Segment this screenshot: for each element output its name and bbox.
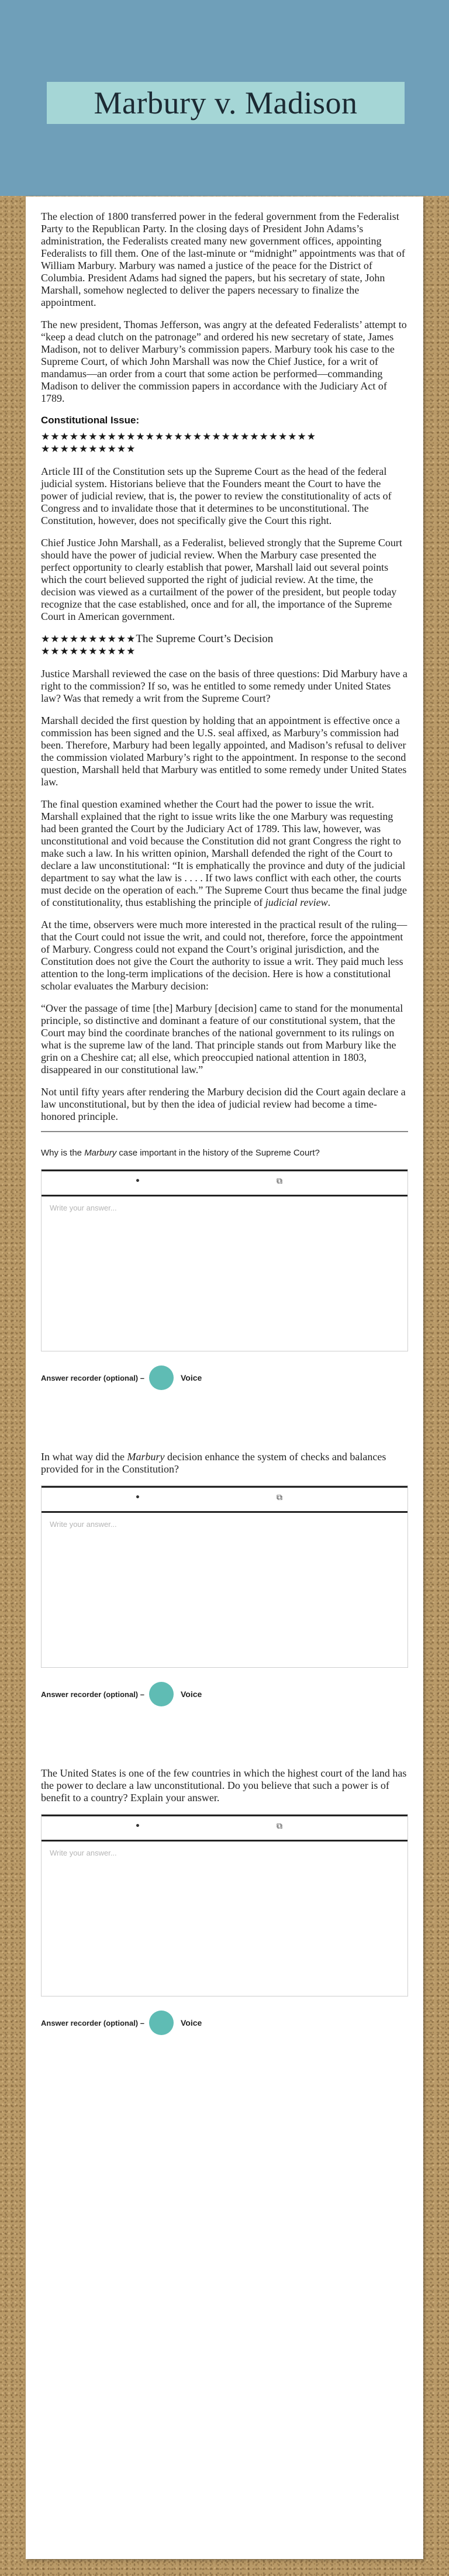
editor-toolbar — [42, 1486, 407, 1513]
answer-recorder — [41, 1365, 408, 1390]
page-title: Marbury v. Madison — [94, 85, 358, 120]
copy-icon[interactable]: ⧉ — [277, 1177, 282, 1186]
decision-paragraph: Justice Marshall reviewed the case on the basis of three questions: Did Marbury have a right to the commission? If so, was he entitled to some remedy under United States law? Was that remedy a writ from the Supreme Court? — [41, 668, 407, 704]
question-block — [41, 1147, 408, 1390]
judicial-review-term: judicial review — [265, 896, 328, 908]
question-prompt — [41, 1147, 408, 1159]
intro-paragraph: The new president, Thomas Jefferson, was angry at the defeated Federalists’ attempt to “keep a dead clutch on the patronage” and ordered his new secretary of state, James Madison, not to deliver Marbury’s commission papers. Marbury took his case to the Supreme Court, of which John Marshall was now the Chief Justice, for a writ of mandamus—an order from a court that some action be performed—commanding Madison to deliver the commission papers in accordance with the Judiciary Act of 1789. — [41, 319, 407, 404]
question-block — [41, 1767, 408, 2035]
copy-icon[interactable]: ⧉ — [277, 1493, 282, 1502]
answer-recorder — [41, 2011, 408, 2035]
question-case-name: Marbury — [84, 1148, 117, 1158]
answer-input[interactable]: Write your answer... — [50, 1520, 117, 1529]
star-divider: ★★★★★★★★★★ — [41, 646, 136, 657]
question-text: decision enhance the system of checks and balances provided for in the Constitution? — [41, 1451, 386, 1475]
recorder-label: Answer recorder (optional) – — [41, 2018, 144, 2027]
question-prompt — [41, 1451, 408, 1475]
answer-input[interactable]: Write your answer... — [50, 1849, 117, 1857]
editor-toolbar — [42, 1815, 407, 1842]
voice-record-button[interactable] — [149, 2011, 174, 2035]
scholar-quote: “Over the passage of time [the] Marbury [decision] came to stand for the monumental principle, so distinctive and dominant a feature of our constitutional system, that the Court may bind the coordinate branches of the national government to its rulings on what is the supreme law of the land. That principle stands out from Marbury like the grin on a Cheshire cat; all else, which preoccupied national attention in 1803, disappeared in our constitutional law.” — [41, 1002, 403, 1075]
worksheet-content — [26, 196, 423, 2035]
answer-editor — [41, 1169, 408, 1351]
issue-paragraph: Chief Justice John Marshall, as a Federalist, believed strongly that the Supreme Court should have the power of judicial review. When the Marbury case presented the perfect opportunity to clearly establish that power, Marshall laid out several points which the court believed supported the right of judicial review. At the time, the decision was viewed as a curtailment of the power of the president, but people today recognize that the case established, once and for all, the importance of the Supreme Court in American government. — [41, 537, 402, 622]
section-divider — [41, 1131, 408, 1132]
intro-paragraph: The election of 1800 transferred power in the federal government from the Federalist Party to the Republican Party. In the closing days of President John Adams’s administration, the Federalists created many new government offices, appointing Federalists to fill them. One of the last-minute or “midnight” appointments was that of William Marbury. Marbury was named a justice of the peace for the District of Columbia. President Adams had signed the papers, but his secretary of state, John Marshall, somehow neglected to deliver the papers necessary to finalize the appointment. — [41, 211, 405, 308]
recorder-label: Answer recorder (optional) – — [41, 1689, 144, 1699]
worksheet-card — [26, 196, 423, 2559]
answer-editor — [41, 1814, 408, 1996]
voice-label: Voice — [180, 1689, 202, 1699]
star-divider: ★★★★★★★★★★★★★★★★★★★★★★★★★★★★★ — [41, 431, 316, 443]
paragraph-text: The final question examined whether the Court had the power to issue the writ. Marshall explained that the right to issue writs like the one Marbury was requesting had been granted the Court by the Judiciary Act of 1789. This law, however, was unconstitutional and void because the Constitution did not grant Congress the right to make such a law. In his written opinion, Marshall defended the right of the Court to declare a law unconstitutional: “It is emphatically the province and duty of the judicial department to say what the law is . . . . If two laws conflict with each other, the courts must decide on the operation of each.” The Supreme Court thus became the final judge of constitutionality, thus establishing the principle of — [41, 798, 407, 908]
question-block — [41, 1451, 408, 1706]
star-divider: ★★★★★★★★★★ — [41, 633, 136, 645]
bullet-list-icon[interactable]: • — [135, 1177, 140, 1186]
decision-heading-row — [41, 633, 408, 646]
recorder-label: Answer recorder (optional) – — [41, 1373, 144, 1382]
question-text: case important in the history of the Supreme Court? — [116, 1148, 320, 1158]
answer-input[interactable]: Write your answer... — [50, 1203, 117, 1212]
copy-icon[interactable]: ⧉ — [277, 1822, 282, 1831]
title-banner — [47, 82, 405, 124]
voice-label: Voice — [180, 1373, 202, 1382]
voice-record-button[interactable] — [149, 1682, 174, 1706]
question-text: Why is the — [41, 1148, 85, 1158]
closing-paragraph: Not until fifty years after rendering the Marbury decision did the Court again declare a law unconstitutional, but by then the idea of judicial review had become a time-honored principle. — [41, 1086, 406, 1122]
question-text: In what way did the — [41, 1451, 127, 1463]
answer-editor — [41, 1485, 408, 1668]
issue-paragraph: Article III of the Constitution sets up the Supreme Court as the head of the federal judicial system. Historians believe that the Founders meant the Court to have the power of judicial review, that is, the power to review the constitutionality of acts of Congress and to invalidate those that it determines to be unconstitutional. The Constitution, however, does not specifically give the Court this right. — [41, 465, 392, 526]
voice-label: Voice — [180, 2018, 202, 2027]
judicial-review-paragraph — [41, 798, 408, 909]
decision-paragraph: Marshall decided the first question by holding that an appointment is effective once a commission has been signed and the U.S. seal affixed, as Marbury’s commission had been. Therefore, Marbury had been legally appointed, and Madison’s refusal to deliver the commission violated Marbury’s right to the appointment. In response to the second question, Marshall held that Marbury was entitled to some remedy under United States law. — [41, 715, 407, 788]
question-prompt: The United States is one of the few countries in which the highest court of the land has the power to declare a law unconstitutional. Do you believe that such a power is of benefit to a country? Explain your answer. — [41, 1767, 407, 1803]
bullet-list-icon[interactable]: • — [135, 1493, 140, 1502]
answer-recorder — [41, 1682, 408, 1706]
voice-record-button[interactable] — [149, 1365, 174, 1390]
paragraph-text: . — [327, 896, 331, 908]
editor-toolbar — [42, 1170, 407, 1196]
constitutional-issue-heading: Constitutional Issue: — [41, 415, 140, 426]
star-divider: ★★★★★★★★★★ — [41, 443, 136, 455]
decision-heading: The Supreme Court’s Decision — [136, 633, 274, 645]
closing-paragraph: At the time, observers were much more interested in the practical result of the ruling—that the Court could not issue the writ, and could not, therefore, force the appointment of Marbury. Congress could not expand the Court’s original jurisdiction, and the Constitution does not give the Court the authority to issue a writ. They paid much less attention to the long-term implications of the decision. Here is how a constitutional scholar evaluates the Marbury decision: — [41, 919, 407, 992]
question-case-name: Marbury — [127, 1451, 165, 1463]
bullet-list-icon[interactable]: • — [135, 1822, 140, 1831]
